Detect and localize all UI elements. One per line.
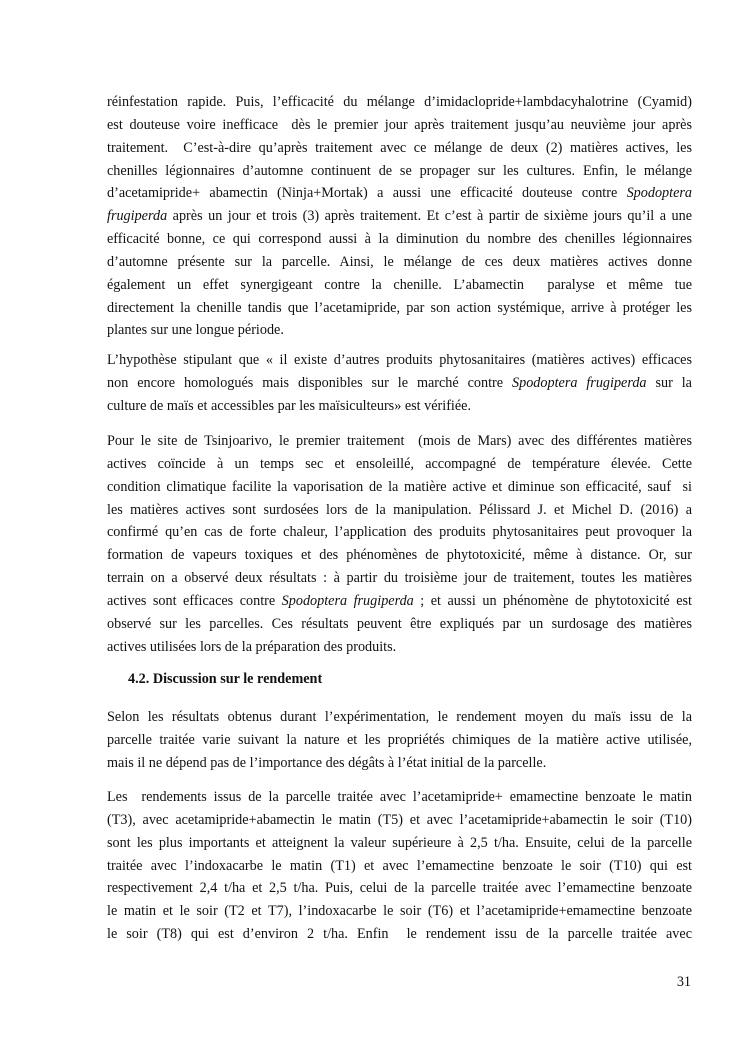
paragraph-tsinjoarivo-site	[107, 430, 692, 658]
text-line	[107, 809, 692, 832]
text-segment: culture de maïs et accessibles par les maïsiculteurs» est vérifiée.	[107, 397, 472, 414]
text-segment: traitement. C’est-à-dire qu’après traitement avec ce mélange de deux (2) matières actives, les	[107, 139, 692, 156]
text-line	[107, 590, 692, 613]
text-segment: respectivement 2,4 t/ha et 2,5 t/ha. Puis, celui de la parcelle traitée avec l’emamectine benzoate	[107, 880, 692, 897]
text-line	[107, 160, 692, 183]
text-segment: sur la	[646, 374, 692, 391]
text-segment: Selon les résultats obtenus durant l’expérimentation, le rendement moyen du maïs issu de la	[107, 709, 692, 725]
paragraph-cyamid-ninja-efficacy	[107, 91, 692, 342]
text-line	[107, 372, 692, 395]
paragraph-yield-intro	[107, 706, 692, 775]
text-line	[107, 923, 692, 946]
text-segment: d’automne présente sur la parcelle. Ainsi, le mélange de ces deux matières actives donne	[107, 253, 692, 270]
text-line	[107, 613, 692, 636]
text-line	[107, 706, 692, 729]
text-segment: ; et aussi un phénomène de phytotoxicité est	[413, 592, 692, 609]
italic-species-name: Spodoptera frugiperda	[281, 592, 414, 609]
text-line	[107, 567, 692, 590]
text-line	[107, 752, 692, 775]
text-segment: parcelle traitée varie suivant la nature et les propriétés chimiques de la matière active utilisée,	[107, 731, 692, 748]
text-segment: L’hypothèse stipulant que « il existe d’autres produits phytosanitaires (matières actives) efficaces	[107, 352, 692, 368]
text-line	[107, 636, 692, 659]
text-line	[107, 900, 692, 923]
text-line	[107, 832, 692, 855]
text-segment: est douteuse voire inefficace dès le premier jour après traitement jusqu’au neuvième jour après	[107, 116, 692, 133]
text-line	[107, 453, 692, 476]
text-segment: également un effet synergigeant contre la chenille. L’abamectin paralyse et même tue	[107, 276, 692, 293]
text-line	[107, 521, 692, 544]
text-line	[107, 395, 692, 418]
text-line	[107, 349, 692, 372]
text-segment: formation de vapeurs toxiques et des phénomènes de phytotoxicité, même à distance. Or, sur	[107, 547, 692, 564]
text-segment: les matières actives sont surdosées lors de la manipulation. Pélissard J. et Michel D. (2016) a	[107, 501, 692, 518]
text-segment: réinfestation rapide. Puis, l’efficacité du mélange d’imidaclopride+lambdacyhalotrine (Cyamid)	[107, 94, 692, 110]
text-line	[107, 499, 692, 522]
text-segment: chenilles légionnaires d’automne continuent de se propager sur les cultures. Enfin, le mélange	[107, 162, 692, 179]
text-segment: directement la chenille tandis que l’acetamipride, par son action systémique, arrive à protéger les	[107, 299, 692, 316]
text-segment: le matin et le soir (T2 et T7), l’indoxacarbe le soir (T6) et l’acetamipride+emamectine benzoate	[107, 903, 692, 920]
text-line	[107, 855, 692, 878]
text-segment: plantes sur une longue période.	[107, 322, 284, 339]
text-segment: d’acetamipride+ abamectin (Ninja+Mortak) a aussi une efficacité douteuse contre	[107, 185, 627, 202]
text-segment: non encore homologués mais disponibles sur le marché contre	[107, 374, 513, 391]
text-segment: actives utilisées lors de la préparation des produits.	[107, 638, 397, 655]
text-line	[107, 182, 692, 205]
text-line	[107, 786, 692, 809]
text-line	[107, 228, 692, 251]
text-segment: condition climatique facilite la vaporisation de la matière active et diminue son efficacité, sauf si	[107, 478, 692, 495]
page-number: 31	[676, 974, 691, 990]
text-segment: actives coïncide à un temps sec et ensoleillé, accompagné de température élevée. Cette	[107, 455, 692, 472]
text-line	[107, 544, 692, 567]
text-line	[107, 319, 692, 342]
italic-species-name: frugiperda	[107, 208, 168, 225]
italic-species-name: Spodoptera frugiperda	[512, 374, 647, 391]
text-line	[107, 297, 692, 320]
text-line	[107, 274, 692, 297]
text-segment: terrain on a observé deux résultats : à partir du troisième jour de traitement, toutes les matières	[107, 570, 692, 587]
italic-species-name: Spodoptera	[626, 185, 692, 202]
text-segment: le soir (T8) qui est d’environ 2 t/ha. Enfin le rendement issu de la parcelle traitée avec	[107, 926, 692, 943]
text-line	[107, 877, 692, 900]
text-line	[107, 137, 692, 160]
section-heading: 4.2. Discussion sur le rendement	[128, 671, 323, 687]
text-line	[107, 430, 692, 453]
text-segment: traitée avec l’indoxacarbe le matin (T1) et avec l’emamectine benzoate le soir (T10) qui est	[107, 857, 692, 874]
text-line	[107, 729, 692, 752]
text-segment: sont les plus importants et atteignent la valeur supérieure à 2,5 t/ha. Ensuite, celui de la parcelle	[107, 834, 692, 851]
text-line	[107, 205, 692, 228]
text-segment: Les rendements issus de la parcelle traitée avec l’acetamipride+ emamectine benzoate le matin	[107, 789, 692, 805]
paragraph-yield-results	[107, 786, 692, 946]
text-segment: efficacité bonne, ce qui correspond aussi à la diminution du nombre des chenilles légionnaires	[107, 231, 692, 248]
text-line	[107, 251, 692, 274]
text-segment: observé sur les parcelles. Ces résultats peuvent être expliqués par un surdosage des matières	[107, 615, 692, 632]
text-segment: après un jour et trois (3) après traitement. Et c’est à partir de sixième jours qu’il a une	[167, 208, 692, 225]
text-line	[107, 91, 692, 114]
text-line	[107, 476, 692, 499]
text-segment: confirmé qu’en cas de forte chaleur, l’application des produits phytosanitaires peut provoquer la	[107, 524, 692, 541]
paragraph-hypothesis	[107, 349, 692, 418]
text-line	[107, 114, 692, 137]
text-segment: actives sont efficaces contre	[107, 592, 282, 609]
text-segment: mais il ne dépend pas de l’importance des dégâts à l’état initial de la parcelle.	[107, 754, 547, 771]
text-segment: (T3), avec acetamipride+abamectin le matin (T5) et avec l’acetamipride+abamectin le soir (T10)	[107, 811, 692, 828]
text-segment: Pour le site de Tsinjoarivo, le premier traitement (mois de Mars) avec des différentes matières	[107, 433, 692, 449]
